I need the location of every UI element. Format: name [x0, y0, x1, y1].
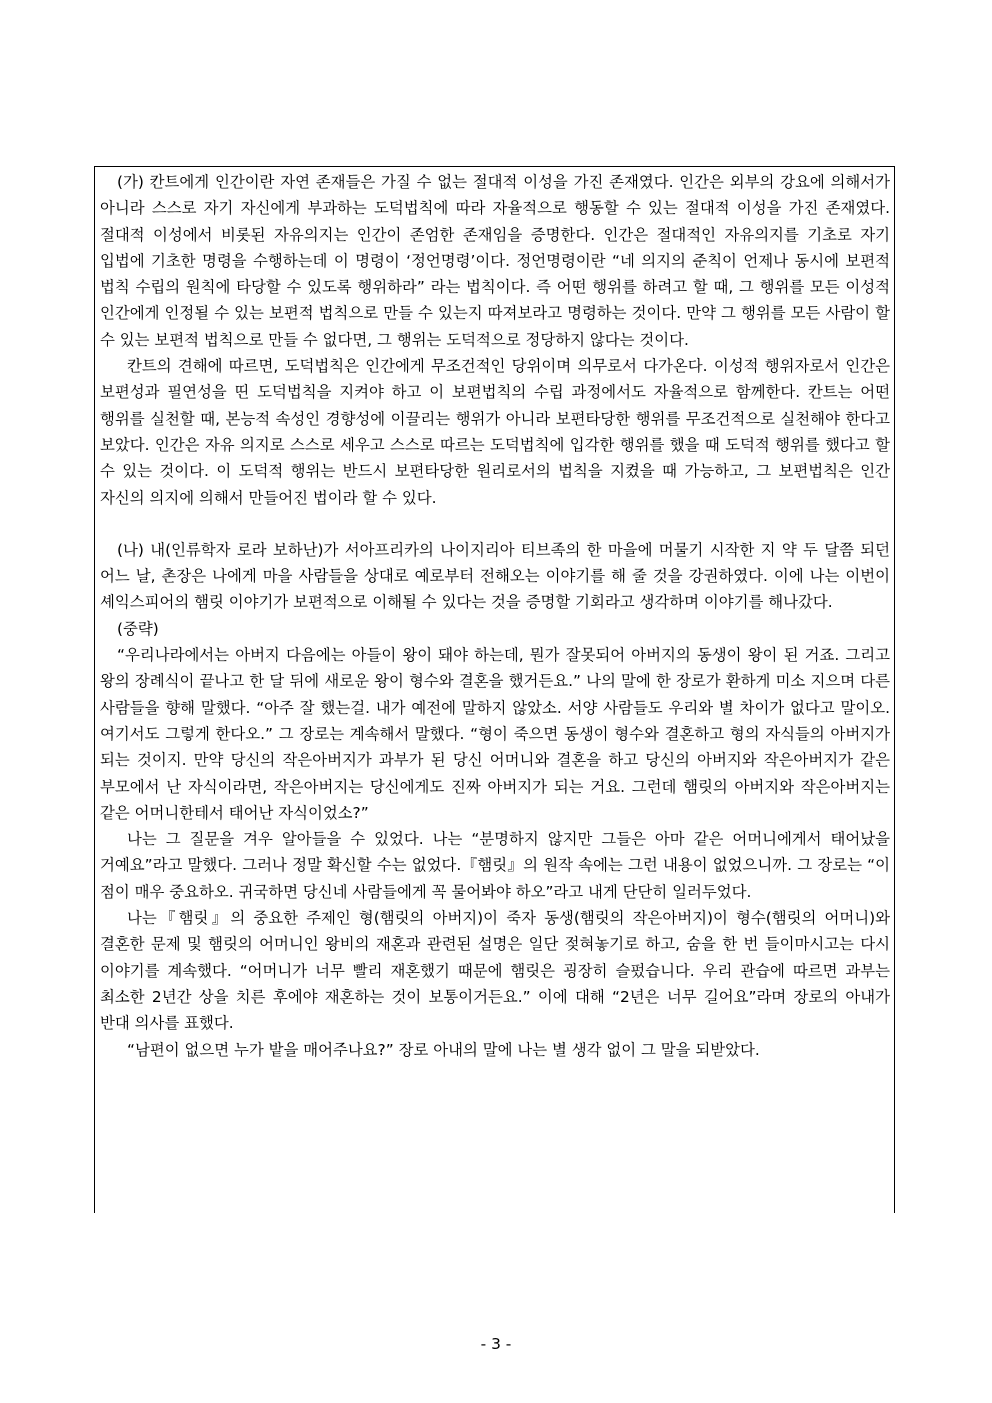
section-ga-paragraph-2: 칸트의 견해에 따르면, 도덕법칙은 인간에게 무조건적인 당위이며 의무로서 다가온다. 이성적 행위자로서 인간은 보편성과 필연성을 띤 도덕법칙을 지켜야 하고 이 보편법칙의 수립 과정에서도 자율적으로 함께한다. 칸트는 어떤 행위를 실천할 때, 본능적 속성인 경향성에 이끌리는 행위가 아니라 보편타당한 행위를 무조건적으로 실천해야 한다고 보았다. 인간은 자유 의지로 스스로 세우고 스스로 따르는 도덕법칙에 입각한 행위를 했을 때 도덕적 행위를 했다고 할 수 있는 것이다. 이 도덕적 행위는 반드시 보편타당한 원리로서의 법칙을 지켰을 때 가능하고, 그 보편법칙은 인간 자신의 의지에 의해서 만들어진 법이라 할 수 있다. — [100, 357, 890, 507]
section-na-paragraph-4: 나는『햄릿』의 중요한 주제인 형(햄릿의 아버지)이 죽자 동생(햄릿의 작은아버지)이 형수(햄릿의 어머니)와 결혼한 문제 및 햄릿의 어머니인 왕비의 재혼과 관련된 설명은 일단 젖혀놓기로 하고, 숨을 한 번 들이마시고는 다시 이야기를 계속했다. “어머니가 너무 빨리 재혼했기 때문에 햄릿은 굉장히 슬펐습니다. 우리 관습에 따르면 과부는 최소한 2년간 상을 치른 후에야 재혼하는 것이 보통이거든요.” 이에 대해 “2년은 너무 길어요”라며 장로의 아내가 반대 의사를 표했다. — [100, 909, 890, 1033]
page-number: - 3 - — [480, 1335, 512, 1353]
section-na-paragraph-2: “우리나라에서는 아버지 다음에는 아들이 왕이 돼야 하는데, 뭔가 잘못되어 아버지의 동생이 왕이 된 거죠. 그리고 왕의 장례식이 끝나고 한 달 뒤에 새로운 왕이 형수와 결혼을 했거든요.” 나의 말에 한 장로가 환하게 미소 지으며 다른 사람들을 향해 말했다. “아주 잘 했는걸. 내가 예전에 말하지 않았소. 서양 사람들도 우리와 별 차이가 없다고 말이오. 여기서도 그렇게 한다오.” 그 장로는 계속해서 말했다. “형이 죽으면 동생이 형수와 결혼하고 형의 자식들의 아버지가 되는 것이지. 만약 당신의 작은아버지가 과부가 된 당신 어머니와 결혼을 하고 당신의 아버지와 작은아버지가 같은 부모에서 난 자식이라면, 작은아버지는 당신에게도 진짜 아버지가 되는 거요. 그런데 햄릿의 아버지와 작은아버지는 같은 어머니한테서 태어난 자식이었소?” — [100, 646, 890, 822]
section-na-paragraph-5: “남편이 없으면 누가 밭을 매어주나요?” 장로 아내의 말에 나는 별 생각 없이 그 말을 되받았다. — [127, 1040, 760, 1059]
section-na-paragraph-1: (나) 내(인류학자 로라 보하난)가 서아프리카의 나이지리아 티브족의 한 마을에 머물기 시작한 지 약 두 달쯤 되던 어느 날, 촌장은 나에게 마을 사람들을 상대로 예로부터 전해오는 이야기를 해 줄 것을 강권하였다. 이에 나는 이번이 셰익스피어의 햄릿 이야기가 보편적으로 이해될 수 있다는 것을 증명할 기회라고 생각하며 이야기를 해나갔다. — [100, 540, 890, 612]
section-na-paragraph-3: 나는 그 질문을 겨우 알아들을 수 있었다. 나는 “분명하지 않지만 그들은 아마 같은 어머니에게서 태어났을 거예요”라고 말했다. 그러나 정말 확신할 수는 없었다.『햄릿』의 원작 속에는 그런 내용이 없었으니까. 그 장로는 “이 점이 매우 중요하오. 귀국하면 당신네 사람들에게 꼭 물어봐야 하오”라고 내게 단단히 일러두었다. — [100, 830, 890, 901]
section-na-omission-note: (중략) — [117, 619, 159, 638]
section-gap — [100, 511, 890, 537]
section-ga-paragraph-1: (가) 칸트에게 인간이란 자연 존재들은 가질 수 없는 절대적 이성을 가진 존재였다. 인간은 외부의 강요에 의해서가 아니라 스스로 자기 자신에게 부과하는 도덕법칙에 따라 자율적으로 행동할 수 있는 절대적 이성을 가진 존재였다. 절대적 이성에서 비롯된 자유의지는 인간이 존엄한 존재임을 증명한다. 인간은 절대적인 자유의지를 기초로 자기 입법에 기초한 명령을 수행하는데 이 명령이 ‘정언명령’이다. 정언명령이란 “네 의지의 준칙이 언제나 동시에 보편적 법칙 수립의 원칙에 타당할 수 있도록 행위하라” 라는 법칙이다. 즉 어떤 행위를 하려고 할 때, 그 행위를 모든 이성적 인간에게 인정될 수 있는 보편적 법칙으로 만들 수 있는지 따져보라고 명령하는 것이다. 만약 그 행위를 모든 사람이 할 수 있는 보편적 법칙으로 만들 수 없다면, 그 행위는 도덕적으로 정당하지 않다는 것이다. — [100, 173, 890, 349]
passage-content — [100, 169, 890, 1063]
